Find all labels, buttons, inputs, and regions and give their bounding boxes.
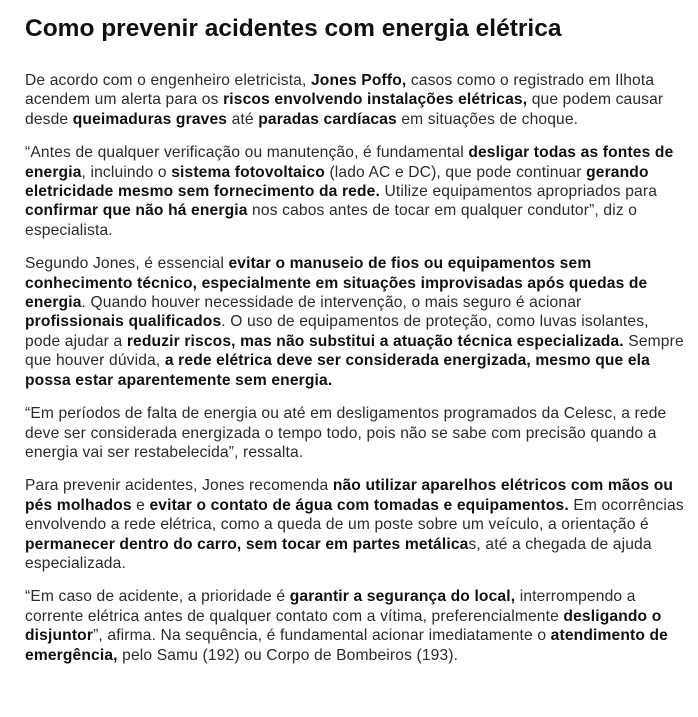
article-paragraph	[25, 71, 684, 129]
emphasis-text: desligar todas as fontes de energia	[25, 144, 674, 181]
body-text: “Em caso de acidente, a prioridade é	[25, 588, 290, 606]
body-text: Em ocorrências envolvendo a rede elétrica, como a queda de um poste sobre um veículo, a orientação é	[25, 496, 684, 534]
body-text: casos como o registrado em Ilhota acendem um alerta para os	[25, 72, 655, 109]
emphasis-text: profissionais qualificados	[25, 313, 222, 331]
body-text: , incluindo o	[81, 163, 172, 181]
emphasis-text: garantir a segurança do local,	[289, 588, 516, 606]
body-text: Sempre que houver dúvida,	[25, 332, 684, 370]
body-text: em situações de choque.	[396, 110, 579, 128]
emphasis-text: Jones Poffo,	[310, 72, 407, 89]
article-paragraph	[25, 587, 684, 665]
body-text: (lado AC e DC), que pode continuar	[324, 163, 587, 181]
body-text: ”, afirma. Na sequência, é fundamental acionar imediatamente o	[93, 627, 551, 645]
body-text: pelo Samu (192) ou Corpo de Bombeiros (193).	[117, 646, 459, 664]
emphasis-text: evitar o manuseio de fios ou equipamentos sem conhecimento técnico, especialmente em situações improvisadas após quedas de energia	[25, 255, 648, 312]
body-text: Segundo Jones, é essencial	[25, 255, 229, 273]
emphasis-text: riscos envolvendo instalações elétricas,	[223, 91, 528, 109]
body-text: “Em períodos de falta de energia ou até em desligamentos programados da Celesc, a rede deve ser considerada energizada o tempo todo, pois não se sabe com precisão quando a energia vai ser restabelecida”, ressalta.	[25, 405, 667, 461]
article-title: Como prevenir acidentes com energia elétrica	[25, 15, 562, 42]
article-paragraph	[25, 143, 684, 240]
emphasis-text: queimaduras graves	[72, 110, 228, 128]
body-text: Para prevenir acidentes, Jones recomenda	[25, 477, 333, 495]
body-text: . O uso de equipamentos de proteção, como luvas isolantes, pode ajudar a	[25, 313, 649, 350]
body-text: De acordo com o engenheiro eletricista,	[25, 72, 311, 89]
emphasis-text: reduzir riscos, mas não substitui a atuação técnica especializada.	[126, 332, 624, 350]
emphasis-text: confirmar que não há energia	[25, 202, 248, 220]
body-text: nos cabos antes de tocar em qualquer condutor”, diz o especialista.	[25, 202, 638, 239]
emphasis-text: sistema fotovoltaico	[171, 163, 325, 181]
emphasis-text: atendimento de emergência,	[25, 627, 668, 664]
body-text: que podem causar desde	[25, 91, 664, 128]
article-body	[25, 71, 684, 665]
body-text: e	[131, 496, 150, 514]
article-paragraph	[25, 404, 684, 462]
emphasis-text: desligando o disjuntor	[25, 607, 662, 645]
emphasis-text: paradas cardíacas	[258, 110, 397, 128]
emphasis-text: não utilizar aparelhos elétricos com mãos ou pés molhados	[25, 477, 674, 514]
body-text: s, até a chegada de ajuda especializada.	[25, 535, 652, 572]
emphasis-text: evitar o contato de água com tomadas e equipamentos.	[149, 496, 569, 514]
body-text: . Quando houver necessidade de intervenção, o mais seguro é acionar	[81, 294, 582, 312]
emphasis-text: gerando eletricidade mesmo sem fornecimento da rede.	[25, 163, 649, 201]
article-paragraph	[25, 254, 684, 390]
emphasis-text: permanecer dentro do carro, sem tocar em partes metálica	[25, 535, 469, 553]
body-text: “Antes de qualquer verificação ou manutenção, é fundamental	[25, 144, 469, 162]
emphasis-text: a rede elétrica deve ser considerada energizada, mesmo que ela possa estar aparentemente sem energia.	[25, 352, 650, 389]
body-text: interrompendo a corrente elétrica antes de qualquer contato com a vítima, preferencialmente	[25, 588, 636, 625]
body-text: até	[227, 110, 259, 128]
body-text: Utilize equipamentos apropriados para	[380, 183, 658, 201]
article-paragraph	[25, 476, 684, 573]
